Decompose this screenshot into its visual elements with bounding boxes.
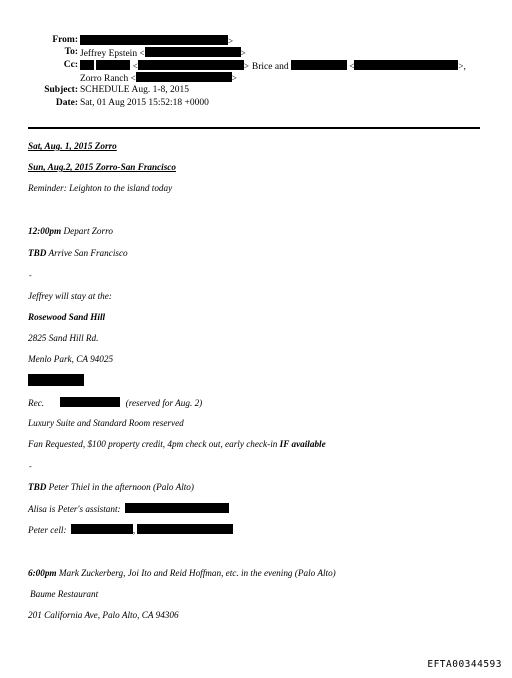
redaction-block — [136, 72, 232, 82]
to-label: To: — [64, 47, 78, 57]
redaction-block — [125, 503, 229, 513]
rec-prefix: Rec. — [28, 398, 45, 408]
rooms-text: Luxury Suite and Standard Room reserved — [28, 418, 184, 428]
redaction-block — [60, 397, 120, 407]
time-label: 12:00pm — [28, 226, 62, 236]
subject-value: SCHEDULE Aug. 1-8, 2015 — [80, 85, 189, 95]
redaction-block — [71, 524, 136, 535]
cell-line — [28, 524, 233, 536]
event-text: Peter Thiel in the afternoon (Palo Alto) — [48, 482, 194, 492]
redaction-block — [354, 60, 458, 70]
separator-dash: - — [29, 462, 32, 471]
to-name: Jeffrey Epstein — [80, 49, 138, 59]
schedule-item-arrive — [28, 248, 128, 259]
header-divider — [28, 127, 480, 129]
event-text: Depart Zorro — [63, 226, 113, 236]
document-stamp: EFTA00344593 — [427, 659, 502, 670]
hotel-name: Rosewood Sand Hill — [28, 312, 106, 322]
redaction-block — [138, 60, 244, 70]
restaurant-name: Baume Restaurant — [30, 589, 99, 599]
schedule-item-depart — [28, 226, 113, 237]
event-text: Mark Zuckerberg, Joi Ito and Reid Hoffman, etc. in the evening (Palo Alto) — [58, 568, 336, 578]
reminder-text: Reminder: Leighton to the island today — [28, 183, 173, 193]
redaction-block — [96, 60, 130, 70]
day-heading-2: Sun, Aug.2, 2015 Zorro-San Francisco — [28, 162, 176, 172]
comma: , — [132, 525, 136, 535]
subject-label: Subject: — [44, 85, 78, 95]
open-bracket: < — [130, 73, 136, 83]
time-label: 6:00pm — [28, 568, 57, 578]
time-label: TBD — [28, 248, 47, 258]
close-bracket: > — [228, 36, 234, 46]
date-value: Sat, 01 Aug 2015 15:52:18 +0000 — [80, 98, 209, 108]
close-bracket: > — [231, 73, 237, 83]
fan-text-line — [28, 439, 326, 450]
redaction-block — [28, 374, 84, 386]
cc-label: Cc: — [63, 60, 78, 70]
day-heading-1: Sat, Aug. 1, 2015 Zorro — [28, 141, 117, 151]
schedule-item-dinner — [28, 568, 336, 579]
time-label: TBD — [28, 482, 47, 492]
assistant-line — [28, 503, 229, 515]
from-label: From: — [52, 35, 78, 45]
separator-dash: - — [29, 271, 32, 280]
assistant-text: Alisa is Peter's assistant: — [28, 504, 121, 514]
hotel-address-2: Menlo Park, CA 94025 — [28, 354, 114, 364]
redaction-block — [137, 524, 233, 534]
schedule-item-thiel — [28, 482, 194, 493]
fan-text: Fan Requested, $100 property credit, 4pm check out, early check-in — [28, 439, 278, 449]
open-bracket: < — [139, 48, 145, 58]
event-text: Arrive San Francisco — [48, 248, 128, 258]
fan-bold: IF available — [279, 439, 326, 449]
close-bracket: > — [458, 61, 464, 71]
hotel-address-1: 2825 Sand Hill Rd. — [28, 333, 99, 343]
redaction-block — [145, 47, 241, 57]
cc-zorro: Zorro Ranch — [80, 74, 129, 84]
close-bracket: > — [243, 61, 249, 71]
close-bracket: > — [240, 48, 246, 58]
redaction-block — [291, 60, 347, 70]
rec-suffix: (reserved for Aug. 2) — [125, 398, 203, 408]
cc-brice: Brice and — [251, 62, 289, 72]
stay-text: Jeffrey will stay at the: — [28, 291, 112, 301]
restaurant-address: 201 California Ave, Palo Alto, CA 94306 — [28, 610, 179, 620]
date-label: Date: — [55, 98, 78, 108]
redaction-block — [80, 60, 94, 70]
open-bracket: < — [132, 61, 138, 71]
open-bracket: < — [349, 61, 355, 71]
redaction-block — [80, 35, 228, 45]
reservation-line — [28, 397, 202, 409]
cell-text: Peter cell: — [28, 525, 67, 535]
